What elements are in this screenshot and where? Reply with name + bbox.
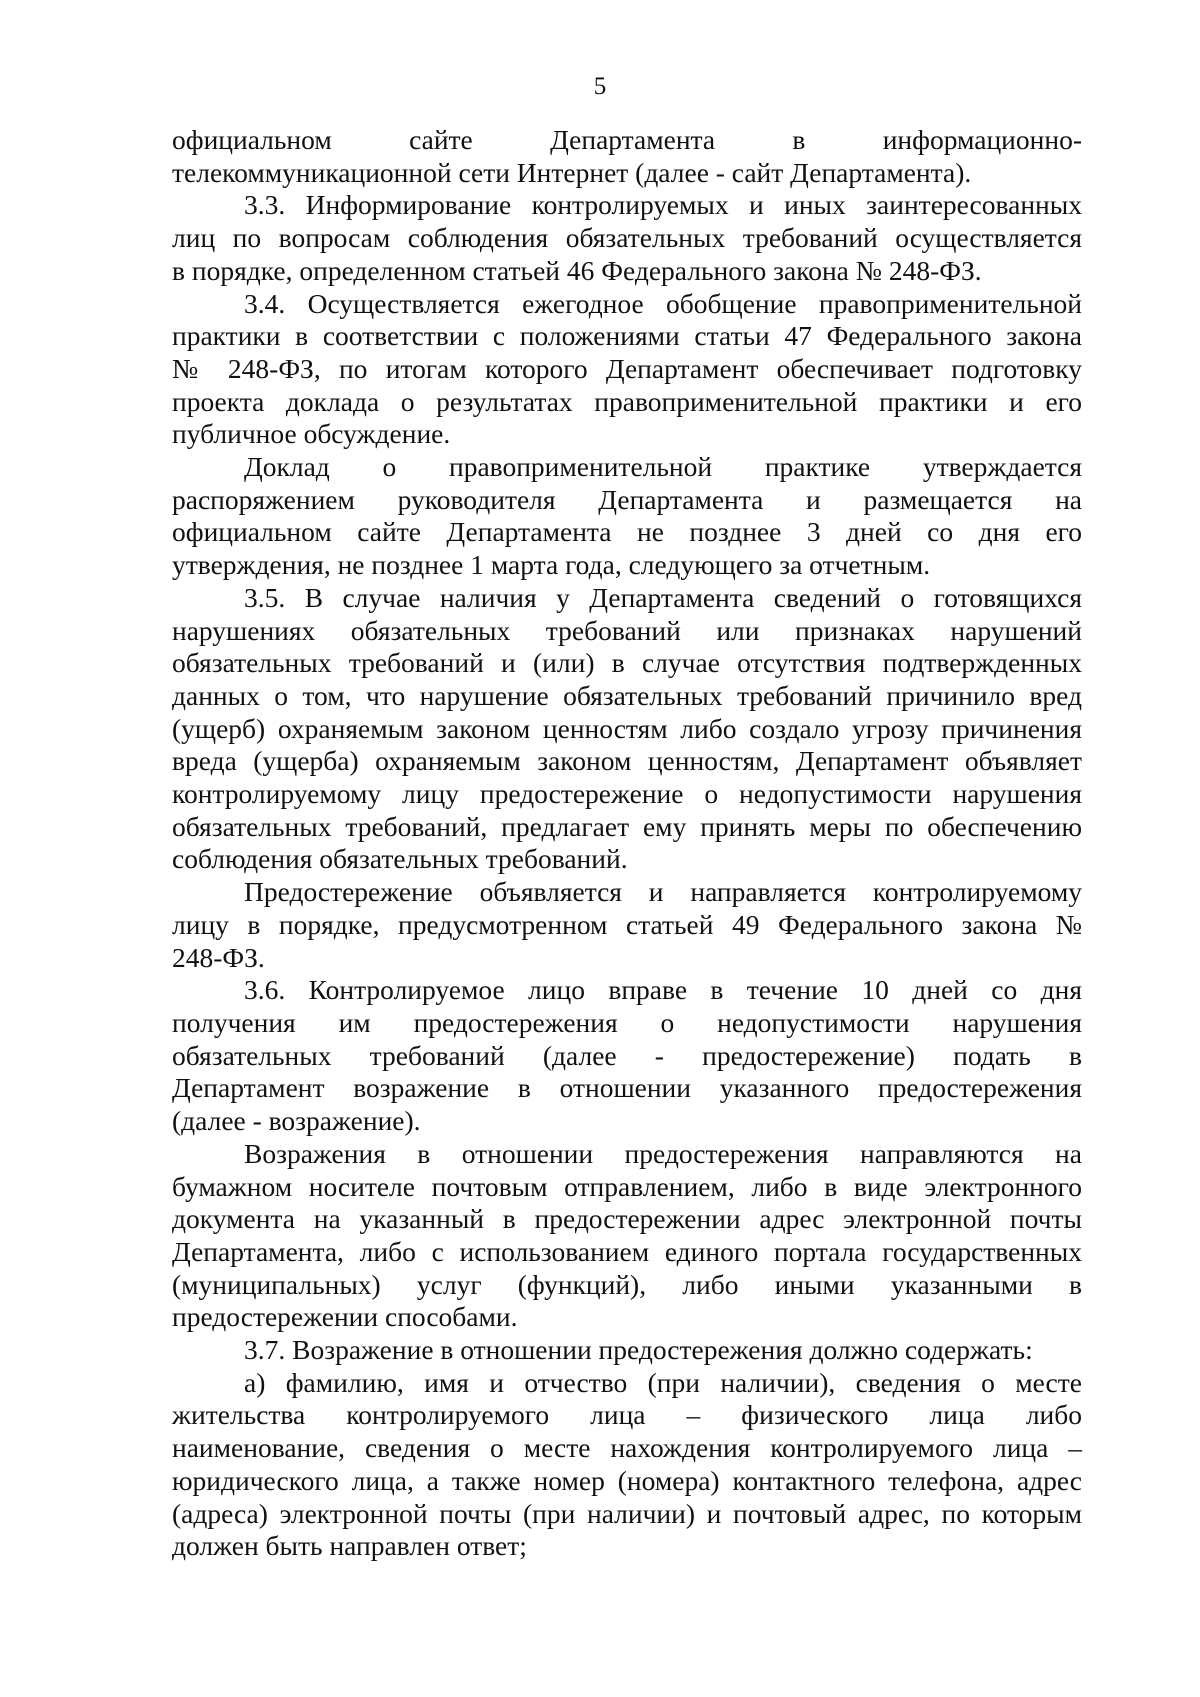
text-line: жительства контролируемого лица – физического лица либо [172, 1399, 1082, 1431]
text-line: телекоммуникационной сети Интернет (далее - сайт Департамента). [172, 156, 972, 188]
paragraph-p5 [172, 876, 1082, 974]
page-number: 5 [593, 73, 607, 100]
text-line: распоряжением руководителя Департамента и размещается на [172, 483, 1082, 515]
text-line: нарушениях обязательных требований или признаках нарушений [172, 614, 1082, 646]
text-line: соблюдения обязательных требований. [172, 843, 628, 875]
text-line: обязательных требований (далее - предостережение) подать в [172, 1039, 1082, 1071]
text-line: должен быть направлен ответ; [172, 1530, 527, 1562]
text-line: обязательных требований, предлагает ему принять меры по обеспечению [172, 810, 1082, 842]
text-line: контролируемому лицу предостережение о недопустимости нарушения [172, 778, 1082, 810]
text-line: официальном сайте Департамента в информационно- [172, 124, 1082, 155]
text-line: № 248-ФЗ, по итогам которого Департамент обеспечивает подготовку [172, 352, 1082, 384]
text-line: Департамента, либо с использованием единого портала государственных [172, 1235, 1082, 1267]
paragraph-p0 [172, 124, 1082, 189]
text-line: 3.5. В случае наличия у Департамента сведений о готовящихся [244, 581, 1082, 613]
text-line: наименование, сведения о месте нахождения контролируемого лица – [172, 1432, 1082, 1464]
text-line: утверждения, не позднее 1 марта года, следующего за отчетным. [172, 549, 931, 581]
text-line: проекта доклада о результатах правоприменительной практики и его [172, 385, 1082, 417]
text-line: (далее - возражение). [172, 1105, 421, 1137]
paragraph-p8 [172, 1334, 1082, 1367]
paragraph-p1 [172, 189, 1082, 287]
text-line: лиц по вопросам соблюдения обязательных требований осуществляется [172, 222, 1082, 254]
text-line: вреда (ущерба) охраняемым законом ценностям, Департамент объявляет [172, 745, 1082, 777]
text-line: 3.3. Информирование контролируемых и иных заинтересованных [244, 189, 1082, 221]
text-line: публичное обсуждение. [172, 418, 451, 450]
text-line: 3.7. Возражение в отношении предостережения должно содержать: [244, 1334, 1033, 1366]
text-line: лицу в порядке, предусмотренном статьей 49 Федерального закона № [172, 908, 1082, 940]
text-line: 248-ФЗ. [172, 941, 265, 973]
text-line: (муниципальных) услуг (функций), либо иными указанными в [172, 1268, 1082, 1300]
text-line: бумажном носителе почтовым отправлением, либо в виде электронного [172, 1170, 1082, 1202]
text-line: юридического лица, а также номер (номера) контактного телефона, адрес [172, 1464, 1082, 1496]
paragraph-p3 [172, 451, 1082, 582]
text-line: (ущерб) охраняемым законом ценностям либо создало угрозу причинения [172, 712, 1082, 744]
text-line: получения им предостережения о недопустимости нарушения [172, 1006, 1082, 1038]
text-line: Предостережение объявляется и направляется контролируемому [244, 876, 1082, 908]
text-line: а) фамилию, имя и отчество (при наличии), сведения о месте [244, 1366, 1082, 1398]
text-line: официальном сайте Департамента не позднее 3 дней со дня его [172, 516, 1082, 548]
text-line: в порядке, определенном статьей 46 Федерального закона № 248-ФЗ. [172, 254, 982, 286]
paragraph-p9 [172, 1367, 1082, 1563]
text-line: 3.6. Контролируемое лицо вправе в течение 10 дней со дня [244, 974, 1082, 1006]
text-line: Департамент возражение в отношении указанного предостережения [172, 1072, 1082, 1104]
text-line: предостережении способами. [172, 1301, 518, 1333]
paragraph-p7 [172, 1138, 1082, 1334]
text-line: данных о том, что нарушение обязательных требований причинило вред [172, 679, 1082, 711]
text-line: 3.4. Осуществляется ежегодное обобщение правоприменительной [244, 287, 1082, 319]
text-line: Доклад о правоприменительной практике утверждается [244, 451, 1082, 483]
text-line: обязательных требований и (или) в случае отсутствия подтвержденных [172, 647, 1082, 679]
paragraph-p6 [172, 974, 1082, 1138]
document-body [172, 124, 1082, 1563]
text-line: (адреса) электронной почты (при наличии) и почтовый адрес, по которым [172, 1497, 1082, 1529]
text-line: Возражения в отношении предостережения направляются на [244, 1137, 1082, 1169]
text-line: практики в соответствии с положениями статьи 47 Федерального закона [172, 320, 1082, 352]
paragraph-p2 [172, 288, 1082, 452]
text-line: документа на указанный в предостережении адрес электронной почты [172, 1203, 1082, 1235]
paragraph-p4 [172, 582, 1082, 876]
